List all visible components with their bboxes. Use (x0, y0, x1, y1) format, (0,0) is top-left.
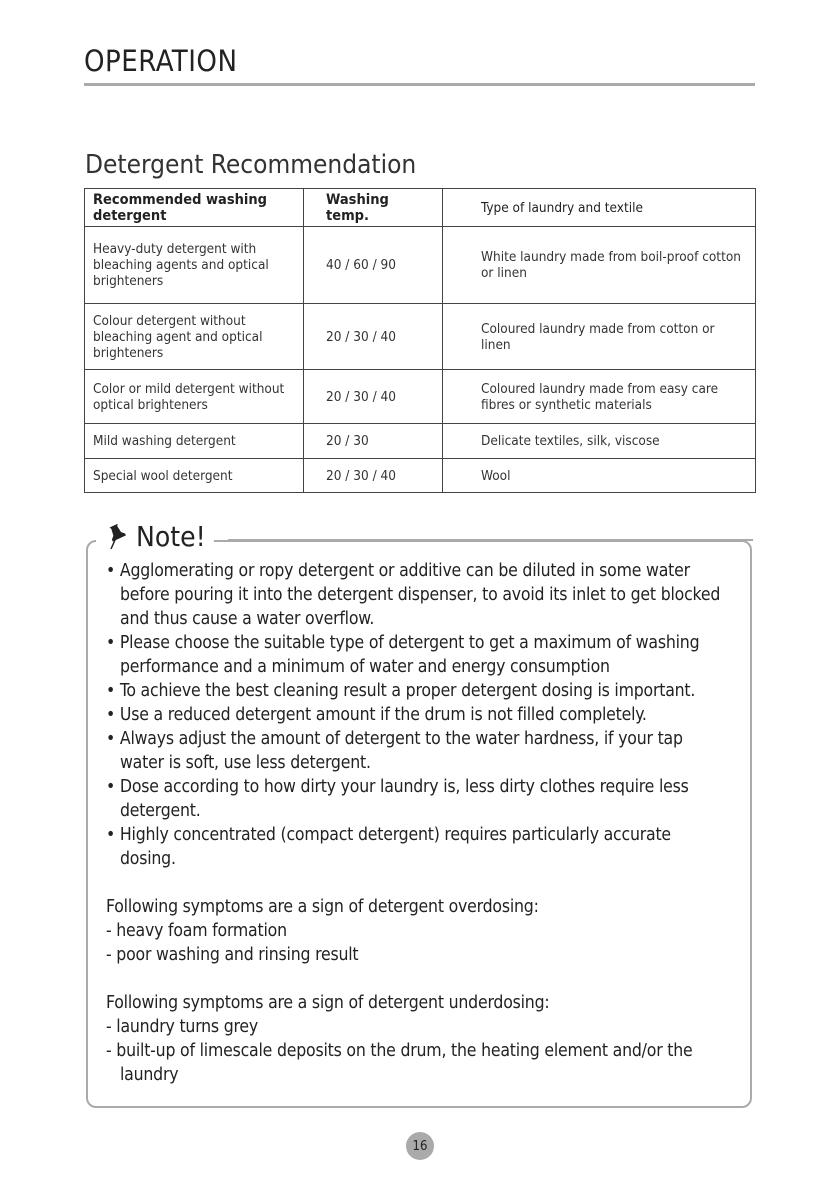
bullet-continuation: water is soft, use less detergent. (120, 753, 371, 773)
table-row (85, 459, 756, 493)
detergent-table (84, 188, 756, 493)
bullet-text: To achieve the best cleaning result a proper detergent dosing is important. (119, 681, 696, 701)
table-row (85, 424, 756, 459)
bullet-icon: • (106, 561, 120, 581)
bullet-icon: • (106, 825, 120, 845)
note-divider (228, 539, 753, 541)
overdosing-heading: Following symptoms are a sign of detergent overdosing: (106, 897, 539, 917)
bullet-continuation: and thus cause a water overflow. (120, 609, 375, 629)
bullet-text: Dose according to how dirty your laundry is, less dirty clothes require less (119, 777, 689, 797)
bullet-icon: • (106, 633, 120, 653)
laundry-type-cell: Delicate textiles, silk, viscose (443, 424, 756, 459)
note-bullet (106, 679, 720, 703)
bullet-text: Please choose the suitable type of detergent to get a maximum of washing (119, 633, 700, 653)
bullet-continuation: detergent. (120, 801, 201, 821)
bullet-text: Use a reduced detergent amount if the drum is not filled completely. (119, 705, 647, 725)
bullet-icon: • (106, 681, 120, 701)
bullet-text: Agglomerating or ropy detergent or additive can be diluted in some water (119, 561, 690, 581)
bullet-text: Highly concentrated (compact detergent) requires particularly accurate (119, 825, 671, 845)
section-title: Detergent Recommendation (85, 150, 417, 180)
note-header (96, 520, 214, 553)
underdosing-item: - laundry turns grey (106, 1017, 259, 1037)
table-row (85, 227, 756, 304)
overdosing-item: - poor washing and rinsing result (106, 945, 359, 965)
note-bullet (106, 703, 720, 727)
note-bullet (106, 727, 720, 751)
detergent-cell: Special wool detergent (85, 459, 304, 493)
temp-cell: 40 / 60 / 90 (304, 227, 443, 304)
temp-cell: 20 / 30 / 40 (304, 459, 443, 493)
page-number: 16 (406, 1132, 434, 1160)
table-row (85, 370, 756, 424)
laundry-type-cell: Wool (443, 459, 756, 493)
page-title: OPERATION (84, 44, 238, 78)
bullet-icon: • (106, 705, 120, 725)
note-text (106, 559, 720, 1087)
laundry-type-cell: White laundry made from boil-proof cotton or linen (443, 227, 756, 304)
bullet-continuation: performance and a minimum of water and energy consumption (120, 657, 610, 677)
detergent-cell: Colour detergent without bleaching agent and optical brighteners (85, 304, 304, 370)
underdosing-heading: Following symptoms are a sign of detergent underdosing: (106, 993, 550, 1013)
laundry-type-cell: Coloured laundry made from easy care fibres or synthetic materials (443, 370, 756, 424)
bullet-continuation: before pouring it into the detergent dispenser, to avoid its inlet to get blocked (120, 585, 721, 605)
bullet-text: Always adjust the amount of detergent to the water hardness, if your tap (119, 729, 683, 749)
bullet-continuation: dosing. (120, 849, 176, 869)
bullet-icon: • (106, 729, 120, 749)
title-divider (84, 83, 755, 86)
table-header-row (85, 189, 756, 227)
note-bullet (106, 775, 720, 799)
header-type: Type of laundry and textile (443, 189, 756, 227)
note-title: Note! (136, 520, 206, 553)
temp-cell: 20 / 30 / 40 (304, 370, 443, 424)
pushpin-icon (106, 524, 128, 550)
underdosing-item: laundry (120, 1065, 179, 1085)
header-detergent: Recommended washing detergent (85, 189, 304, 227)
table-row (85, 304, 756, 370)
temp-cell: 20 / 30 / 40 (304, 304, 443, 370)
overdosing-item: - heavy foam formation (106, 921, 287, 941)
laundry-type-cell: Coloured laundry made from cotton or linen (443, 304, 756, 370)
underdosing-item: - built-up of limescale deposits on the drum, the heating element and/or the (106, 1041, 693, 1061)
note-bullet (106, 823, 720, 847)
note-bullet (106, 559, 720, 583)
detergent-cell: Mild washing detergent (85, 424, 304, 459)
note-bullet (106, 631, 720, 655)
header-temp: Washing temp. (304, 189, 443, 227)
detergent-cell: Heavy-duty detergent with bleaching agents and optical brighteners (85, 227, 304, 304)
temp-cell: 20 / 30 (304, 424, 443, 459)
detergent-cell: Color or mild detergent without optical brighteners (85, 370, 304, 424)
bullet-icon: • (106, 777, 120, 797)
